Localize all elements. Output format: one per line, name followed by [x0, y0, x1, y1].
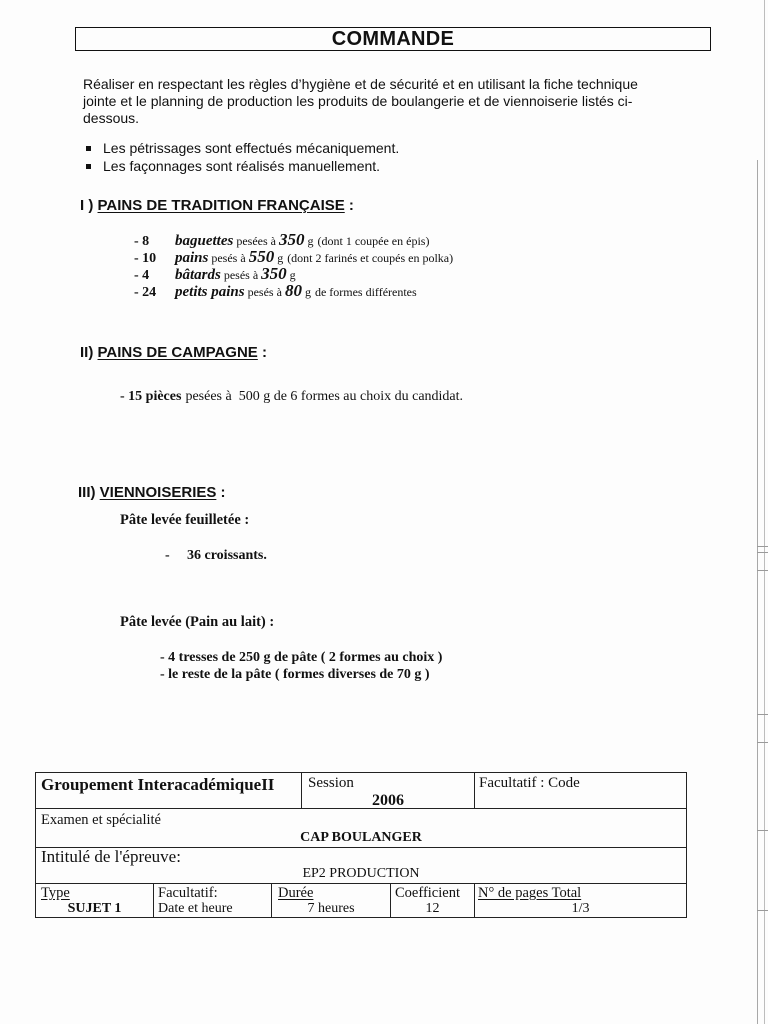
test-name: EP2 PRODUCTION — [302, 866, 420, 881]
section-title: VIENNOISERIES — [99, 484, 217, 501]
exam-name: CAP BOULANGER — [300, 830, 422, 845]
coefficient-label: Coefficient — [395, 885, 460, 901]
section-number: II) — [80, 344, 94, 361]
item-note: (dont 2 farinés et coupés en polka) — [287, 251, 454, 265]
unit-weight: 80 — [284, 281, 302, 300]
unit-weight: 550 — [248, 247, 275, 266]
bullet-item — [86, 157, 486, 175]
product-name: pains — [175, 250, 209, 266]
optional-label: Facultatif: — [158, 885, 218, 901]
pages-cell — [475, 884, 687, 918]
optional-cell — [154, 884, 272, 918]
session-cell — [302, 773, 475, 809]
exam-info-table — [35, 772, 687, 918]
scan-edge-mark — [757, 910, 768, 911]
quantity: - 4 — [134, 268, 150, 283]
code-cell — [475, 773, 687, 809]
order-line — [134, 282, 453, 299]
square-bullet-icon — [86, 146, 91, 151]
intro-line: jointe et le planning de production les produits de boulangerie et de viennoiserie listés ci- — [83, 93, 633, 109]
section-number: III) — [78, 484, 96, 501]
scan-edge-mark — [757, 546, 768, 547]
bullet-list — [86, 139, 486, 175]
bullet-item — [86, 139, 486, 157]
scan-edge-mark — [757, 830, 768, 831]
scan-edge-line — [757, 160, 758, 1024]
pages-value: 1/3 — [571, 901, 590, 916]
quantity: - 10 — [134, 251, 157, 266]
dough-label-pain-au-lait: Pâte levée (Pain au lait) : — [120, 614, 275, 630]
group-name: Groupement InteracadémiqueII — [41, 775, 275, 794]
item-note: (dont 1 coupée en épis) — [317, 234, 430, 248]
scan-edge-mark — [757, 742, 768, 743]
test-label: Intitulé de l'épreuve: — [41, 847, 181, 866]
weight-unit: g — [304, 285, 311, 299]
weight-unit: g — [277, 251, 284, 265]
section-colon: : — [261, 344, 267, 361]
product-name: petits pains — [175, 284, 245, 300]
weight-unit: g — [289, 268, 296, 282]
section-number: I ) — [80, 197, 94, 214]
duration-label: Durée — [278, 885, 314, 901]
type-cell — [36, 884, 154, 918]
group-cell — [36, 773, 302, 809]
order-line — [134, 265, 453, 282]
page-title: COMMANDE — [75, 27, 711, 51]
order-line: 36 croissants. — [187, 548, 267, 563]
weighed-label: pesées à — [185, 389, 232, 404]
pages-label: N° de pages Total — [478, 885, 582, 901]
order-line — [134, 231, 453, 248]
item-note: de formes différentes — [314, 285, 417, 299]
dough-label-feuilletee: Pâte levée feuilletée : — [120, 512, 250, 528]
weighed-label: pesés à — [211, 251, 246, 265]
section-heading-campagne — [80, 344, 267, 361]
duration-value: 7 heures — [307, 901, 355, 916]
exam-label: Examen et spécialité — [41, 812, 161, 828]
section-heading-viennoiseries — [78, 484, 226, 501]
unit-weight: 350 — [279, 230, 305, 249]
unit-weight: 350 — [261, 264, 287, 283]
order-line-dash: - — [165, 548, 170, 563]
quantity: - 24 — [134, 285, 157, 300]
scan-edge-line — [764, 0, 765, 1024]
coefficient-cell — [391, 884, 475, 918]
product-name: baguettes — [175, 233, 234, 249]
intro-paragraph — [83, 76, 638, 127]
tradition-bread-list — [134, 231, 453, 299]
section-colon: : — [348, 197, 354, 214]
type-value: SUJET 1 — [67, 901, 122, 916]
weighed-label: pesés à — [223, 268, 259, 282]
bullet-text: Les façonnages sont réalisés manuellement. — [103, 158, 381, 174]
bullet-text: Les pétrissages sont effectués mécaniquement. — [103, 140, 400, 156]
order-line: - 4 tresses de 250 g de pâte ( 2 formes au choix ) — [160, 650, 443, 665]
session-year: 2006 — [372, 792, 405, 809]
quantity: - 8 — [134, 234, 150, 249]
type-label: Type — [41, 885, 70, 901]
optional-code-label: Facultatif : Code — [479, 775, 580, 791]
weighed-label: pesés à — [247, 285, 282, 299]
order-line — [134, 248, 453, 265]
session-label: Session — [308, 775, 354, 791]
section-heading-tradition — [80, 197, 354, 214]
order-line: - le reste de la pâte ( formes diverses de 70 g ) — [160, 667, 430, 682]
section-colon: : — [220, 484, 226, 501]
product-name: bâtards — [175, 267, 221, 283]
quantity: - 15 pièces — [120, 389, 182, 404]
scan-edge-mark — [757, 570, 768, 571]
test-cell — [36, 848, 687, 884]
coefficient-value: 12 — [425, 901, 440, 916]
exam-cell — [36, 809, 687, 848]
section-title: PAINS DE CAMPAGNE — [97, 344, 258, 361]
duration-cell — [272, 884, 391, 918]
square-bullet-icon — [86, 164, 91, 169]
scan-edge-mark — [757, 714, 768, 715]
optional-value: Date et heure — [158, 901, 233, 916]
order-line — [120, 388, 463, 405]
weight-unit: g — [307, 234, 314, 248]
weighed-label: pesées à — [236, 234, 276, 248]
intro-line: Réaliser en respectant les règles d’hygiène et de sécurité et en utilisant la fiche technique — [83, 76, 638, 92]
item-detail: 500 g de 6 formes au choix du candidat. — [238, 389, 464, 404]
intro-line: dessous. — [83, 110, 140, 126]
scan-edge-mark — [757, 552, 768, 553]
section-title: PAINS DE TRADITION FRANÇAISE — [97, 197, 345, 214]
